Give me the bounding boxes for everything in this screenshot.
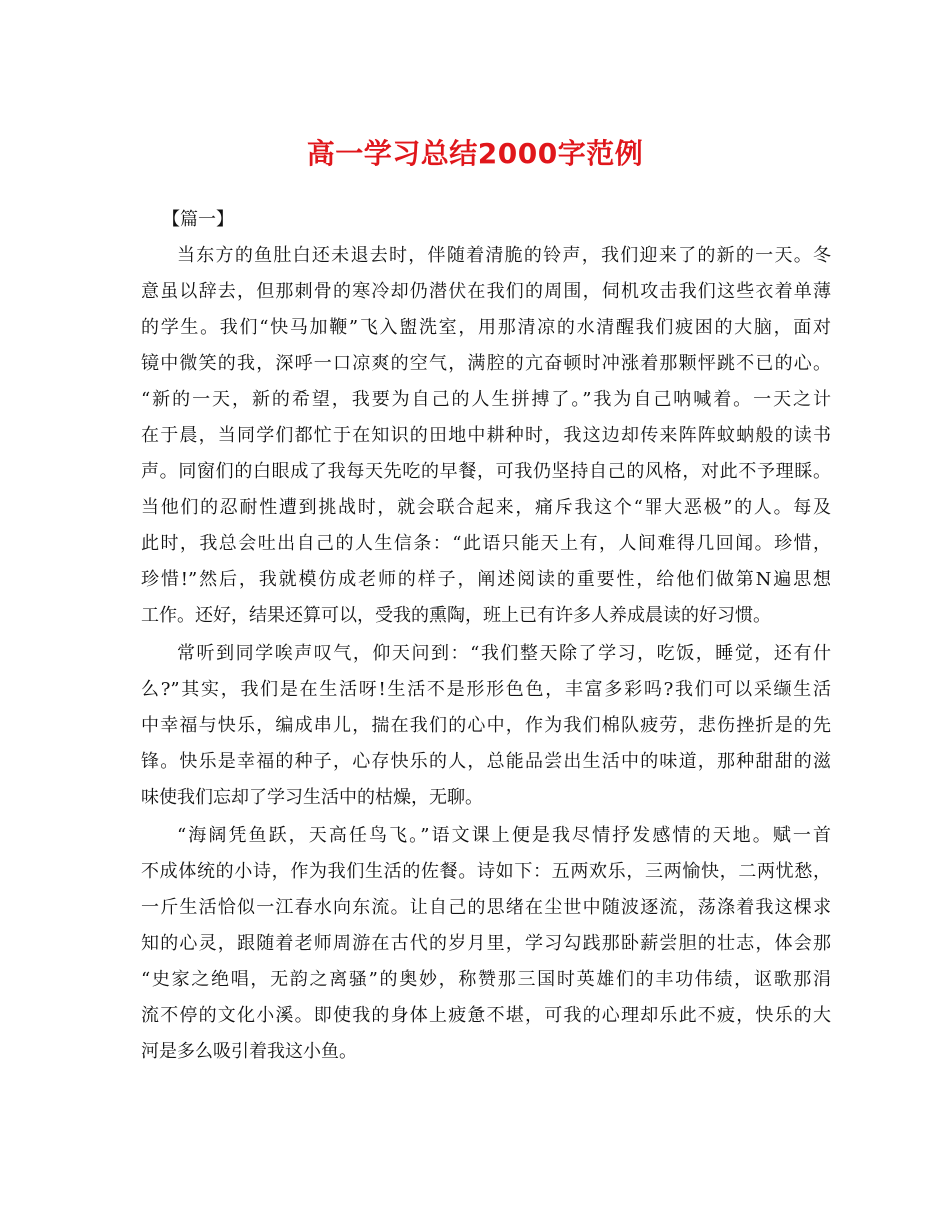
paragraph [141, 238, 831, 634]
paragraph-line: “海阔凭鱼跃，天高任鸟飞。”语文课上便是我尽情抒发感情的天地。赋一首 [177, 825, 831, 846]
paragraph-line: 意虽以辞去，但那刺骨的寒冷却仍潜伏在我们的周围，伺机攻击我们这些衣着单薄 [141, 281, 831, 302]
paragraph-line: 中幸福与快乐，编成串儿，揣在我们的心中，作为我们棉队疲劳，悲伤挫折是的先 [141, 715, 831, 736]
paragraph-line: 声。同窗们的白眼成了我每天先吃的早餐，可我仍坚持自己的风格，对此不予理睬。 [141, 461, 831, 482]
paragraph-line: 流不停的文化小溪。即使我的身体上疲惫不堪，可我的心理却乐此不疲，快乐的大 [141, 1005, 831, 1026]
paragraph-line: 珍惜!”然后，我就模仿成老师的样子，阐述阅读的重要性，给他们做第N遍思想 [141, 569, 831, 590]
document-title: 高一学习总结2000字范例 [306, 137, 644, 170]
paragraph-line: 锋。快乐是幸福的种子，心存快乐的人，总能品尝出生活中的味道，那种甜甜的滋 [141, 751, 831, 772]
paragraph-line: 么?”其实，我们是在生活呀!生活不是形形色色，丰富多彩吗?我们可以采缬生活 [141, 679, 831, 700]
paragraph [141, 818, 831, 1070]
paragraph-line: 此时，我总会吐出自己的人生信条：“此语只能天上有，人间难得几回闻。珍惜， [141, 533, 831, 554]
paragraph-line: 的学生。我们“快马加鞭”飞入盥洗室，用那清凉的水清醒我们疲困的大脑，面对 [141, 317, 831, 338]
document-body [141, 238, 831, 1070]
section-label: 【篇一】 [162, 209, 234, 230]
paragraph-line: 不成体统的小诗，作为我们生活的佐餐。诗如下：五两欢乐，三两愉快，二两忧愁， [141, 861, 831, 882]
paragraph-line: 工作。还好，结果还算可以，受我的熏陶，班上已有许多人养成晨读的好习惯。 [141, 605, 771, 626]
paragraph-line: 常听到同学唉声叹气，仰天问到：“我们整天除了学习，吃饭，睡觉，还有什 [177, 643, 831, 664]
paragraph-line: 知的心灵，跟随着老师周游在古代的岁月里，学习勾践那卧薪尝胆的壮志，体会那 [141, 933, 831, 954]
paragraph-line: 一斤生活恰似一江春水向东流。让自己的思绪在尘世中随波逐流，荡涤着我这棵求 [141, 897, 831, 918]
paragraph [141, 636, 831, 816]
paragraph-line: 味使我们忘却了学习生活中的枯燥，无聊。 [141, 787, 483, 808]
paragraph-line: “新的一天，新的希望，我要为自己的人生拼搏了。”我为自己呐喊着。一天之计 [141, 389, 831, 410]
paragraph-line: “史家之绝唱，无韵之离骚”的奥妙，称赞那三国时英雄们的丰功伟绩，讴歌那涓 [141, 969, 831, 990]
paragraph-line: 河是多么吸引着我这小鱼。 [141, 1041, 357, 1062]
paragraph-line: 当他们的忍耐性遭到挑战时，就会联合起来，痛斥我这个“罪大恶极”的人。每及 [141, 497, 831, 518]
paragraph-line: 当东方的鱼肚白还未退去时，伴随着清脆的铃声，我们迎来了的新的一天。冬 [177, 245, 831, 266]
paragraph-line: 在于晨，当同学们都忙于在知识的田地中耕种时，我这边却传来阵阵蚊蚋般的读书 [141, 425, 831, 446]
paragraph-line: 镜中微笑的我，深呼一口凉爽的空气，满腔的亢奋顿时冲涨着那颗怦跳不已的心。 [141, 353, 831, 374]
